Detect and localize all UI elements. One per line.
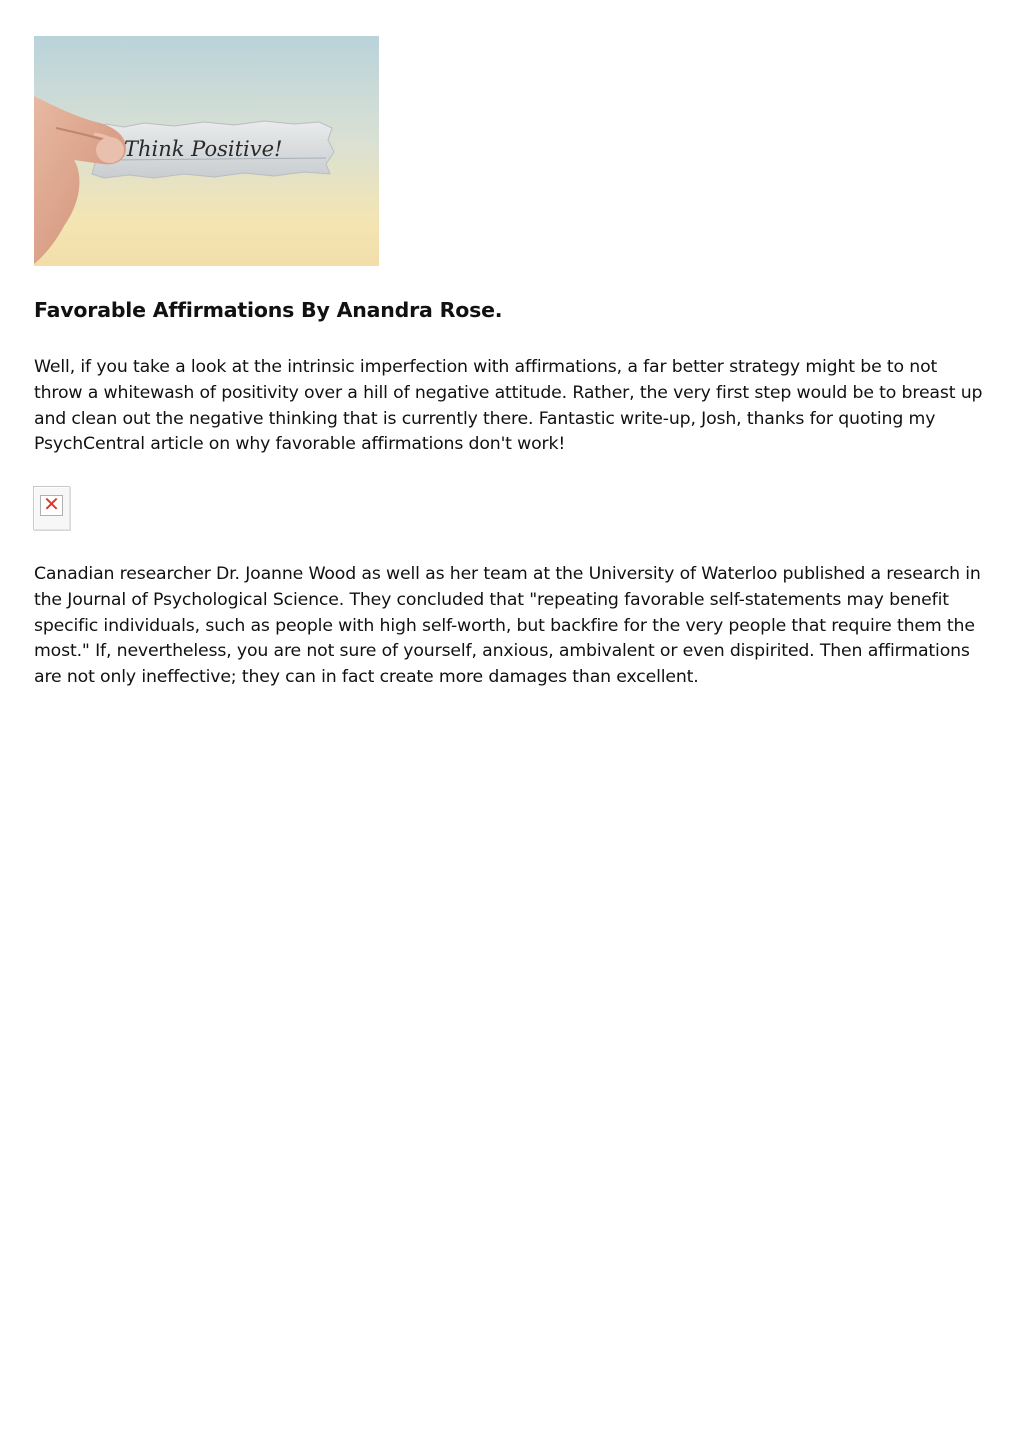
article-paragraph-2: Canadian researcher Dr. Joanne Wood as well as her team at the University of Waterloo published a research in the Journal of Psychological Science. They concluded that "repeating favorable self-statements may benefit specific individuals, such as people with high self-worth, but backfire for the very people that require them the most." If, nevertheless, you are not sure of yourself, anxious, ambivalent or even dispirited. Then affirmations are not only ineffective; they can in fact create more damages than excellent. xyxy=(34,564,981,688)
page-title: Favorable Affirmations By Anandra Rose. xyxy=(34,298,503,322)
article-paragraph-1: Well, if you take a look at the intrinsic imperfection with affirmations, a far better strategy might be to not throw a whitewash of positivity over a hill of negative attitude. Rather, the very first step would be to breast up and clean out the negative thinking that is currently there. Fantastic write-up, Josh, thanks for quoting my PsychCentral article on why favorable affirmations don't work! xyxy=(34,357,983,455)
broken-image-frame xyxy=(40,492,63,516)
broken-image-icon xyxy=(33,486,70,530)
close-icon: ✕ xyxy=(43,492,60,516)
think-positive-image xyxy=(34,36,379,266)
think-positive-caption: Think Positive! xyxy=(124,137,283,161)
